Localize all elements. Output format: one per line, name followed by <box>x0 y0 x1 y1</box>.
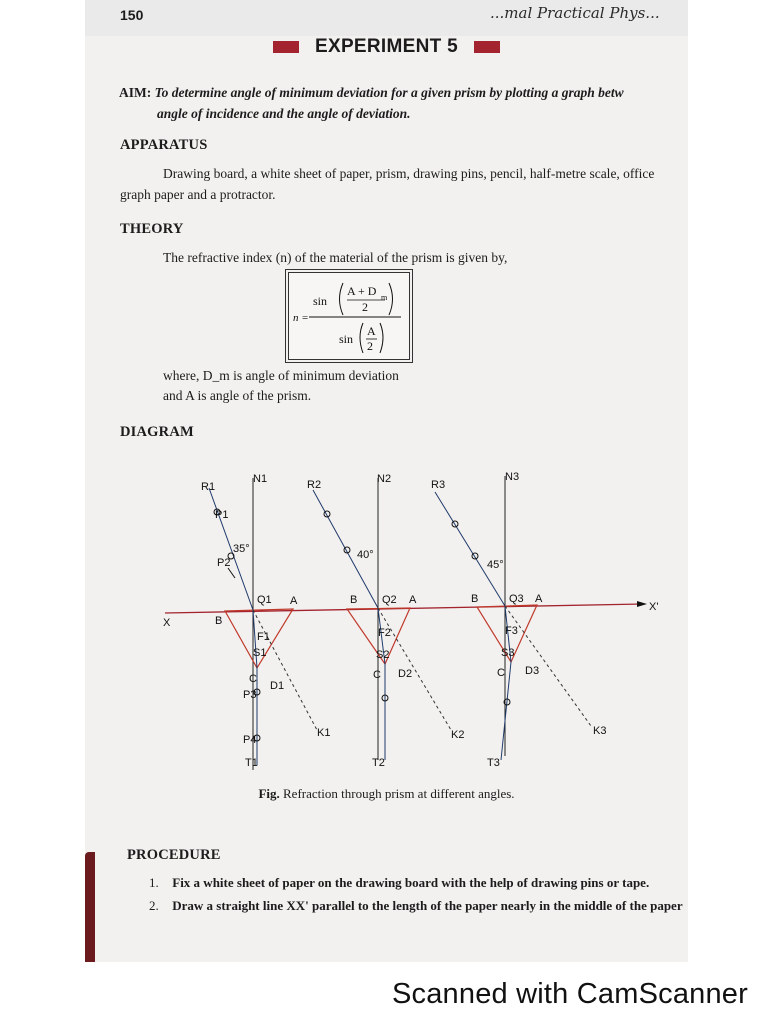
formula-num-sub: m <box>381 293 388 302</box>
caption-text: Refraction through prism at different angles. <box>283 786 515 801</box>
aim-label: AIM: <box>119 85 152 100</box>
procedure-item-2 <box>149 898 683 914</box>
apparatus-line-1: Drawing board, a white sheet of paper, prism, drawing pins, pencil, half-metre scale, office <box>163 166 655 181</box>
procedure-heading: PROCEDURE <box>127 847 221 863</box>
label-k2: K2 <box>451 729 465 741</box>
label-p4: P4 <box>243 734 257 746</box>
procedure-item-2-number: 2. <box>149 898 159 913</box>
label-n1: N1 <box>253 473 268 485</box>
prism-setup-1 <box>201 473 330 770</box>
formula-num-top: A + D <box>347 284 377 298</box>
formula-num-bottom: 2 <box>362 300 368 314</box>
header-bar <box>85 0 688 36</box>
paren-right-top <box>389 283 393 315</box>
label-c3: C <box>497 667 505 679</box>
label-q1: Q1 <box>257 594 272 606</box>
title-right-block <box>474 41 500 53</box>
aim-line-2: angle of incidence and the angle of deviation. <box>157 106 411 121</box>
label-r1: R1 <box>201 481 216 493</box>
label-p3: P3 <box>243 689 257 701</box>
diagram-svg <box>85 460 688 780</box>
label-t1: T1 <box>245 757 258 769</box>
label-d2: D2 <box>398 668 413 680</box>
label-f3: F3 <box>505 625 518 637</box>
formula-sin-top: sin <box>313 294 328 308</box>
scanner-watermark: Scanned with CamScanner <box>391 978 748 1010</box>
figure-caption <box>85 786 688 802</box>
label-s2: S2 <box>376 649 390 661</box>
label-a1: A <box>290 595 298 607</box>
label-b1: B <box>215 615 223 627</box>
label-k1: K1 <box>317 727 331 739</box>
experiment-title <box>85 36 688 58</box>
theory-intro: The refractive index (n) of the material of the prism is given by, <box>163 250 508 265</box>
apparatus-heading: APPARATUS <box>120 137 208 153</box>
label-f2: F2 <box>378 627 391 639</box>
label-n2: N2 <box>377 473 392 485</box>
aim-section <box>119 82 688 124</box>
procedure-item-2-text: Draw a straight line XX' parallel to the length of the paper nearly in the middle of the paper <box>172 898 683 913</box>
label-p1: P1 <box>215 509 229 521</box>
formula-sin-bottom: sin <box>339 332 354 346</box>
label-d3: D3 <box>525 665 540 677</box>
label-p2: P2 <box>217 557 231 569</box>
diagram-heading: DIAGRAM <box>120 424 194 440</box>
label-angle-1: 35° <box>233 543 250 555</box>
procedure-item-1-number: 1. <box>149 875 159 890</box>
page-margin <box>0 0 85 962</box>
label-angle-3: 45° <box>487 559 504 571</box>
procedure-item-1 <box>149 875 649 891</box>
label-f1: F1 <box>257 631 270 643</box>
label-a3: A <box>535 593 543 605</box>
prism-setup-2 <box>307 473 464 769</box>
undeviated-ray-3 <box>505 606 591 726</box>
title-left-block <box>273 41 299 53</box>
label-q3: Q3 <box>509 593 524 605</box>
pin-3b <box>472 553 478 559</box>
title-text: EXPERIMENT 5 <box>315 36 458 57</box>
label-t2: T2 <box>372 757 385 769</box>
label-s3: S3 <box>501 647 515 659</box>
label-r3: R3 <box>431 479 446 491</box>
label-r2: R2 <box>307 479 322 491</box>
aim-line-1: To determine angle of minimum deviation for a given prism by plotting a graph betw <box>154 85 624 100</box>
label-t3: T3 <box>487 757 500 769</box>
label-a2: A <box>409 594 417 606</box>
label-k3: K3 <box>593 725 607 737</box>
refractive-index-formula <box>288 272 410 360</box>
incident-ray-3 <box>435 492 505 606</box>
paren-left-bottom <box>360 323 363 353</box>
apparatus-line-2: graph paper and a protractor. <box>120 187 276 202</box>
theory-where-line-1: where, D_m is angle of minimum deviation <box>163 368 399 383</box>
formula-den-bottom: 2 <box>367 339 373 353</box>
page-number: 150 <box>120 7 144 23</box>
formula-den-top: A <box>367 324 376 338</box>
label-q2: Q2 <box>382 594 397 606</box>
label-c2: C <box>373 669 381 681</box>
label-b3: B <box>471 593 479 605</box>
ray-arrow-icon <box>228 568 235 578</box>
prism-setup-3 <box>431 471 606 769</box>
running-head: ...mal Practical Phys... <box>490 4 660 22</box>
label-n3: N3 <box>505 471 520 483</box>
label-c1: C <box>249 673 257 685</box>
procedure-side-bar <box>85 852 95 962</box>
caption-prefix: Fig. <box>258 786 280 801</box>
axis-x-prime-label: X' <box>649 601 659 613</box>
xx-prime-arrow-icon <box>637 601 647 607</box>
label-b2: B <box>350 594 358 606</box>
undeviated-ray-1 <box>253 610 317 730</box>
refraction-diagram <box>85 460 688 785</box>
procedure-item-1-text: Fix a white sheet of paper on the drawing board with the help of drawing pins or tape. <box>172 875 650 890</box>
formula-svg <box>289 273 409 359</box>
theory-where-line-2: and A is angle of the prism. <box>163 388 312 403</box>
document-page <box>85 0 688 962</box>
label-d1: D1 <box>270 680 285 692</box>
paren-right-bottom <box>380 323 383 353</box>
paren-left-top <box>340 283 344 315</box>
label-angle-2: 40° <box>357 549 374 561</box>
axis-x-label: X <box>163 617 171 629</box>
formula-lhs: n = <box>293 312 309 324</box>
label-s1: S1 <box>253 647 267 659</box>
theory-heading: THEORY <box>120 221 184 237</box>
